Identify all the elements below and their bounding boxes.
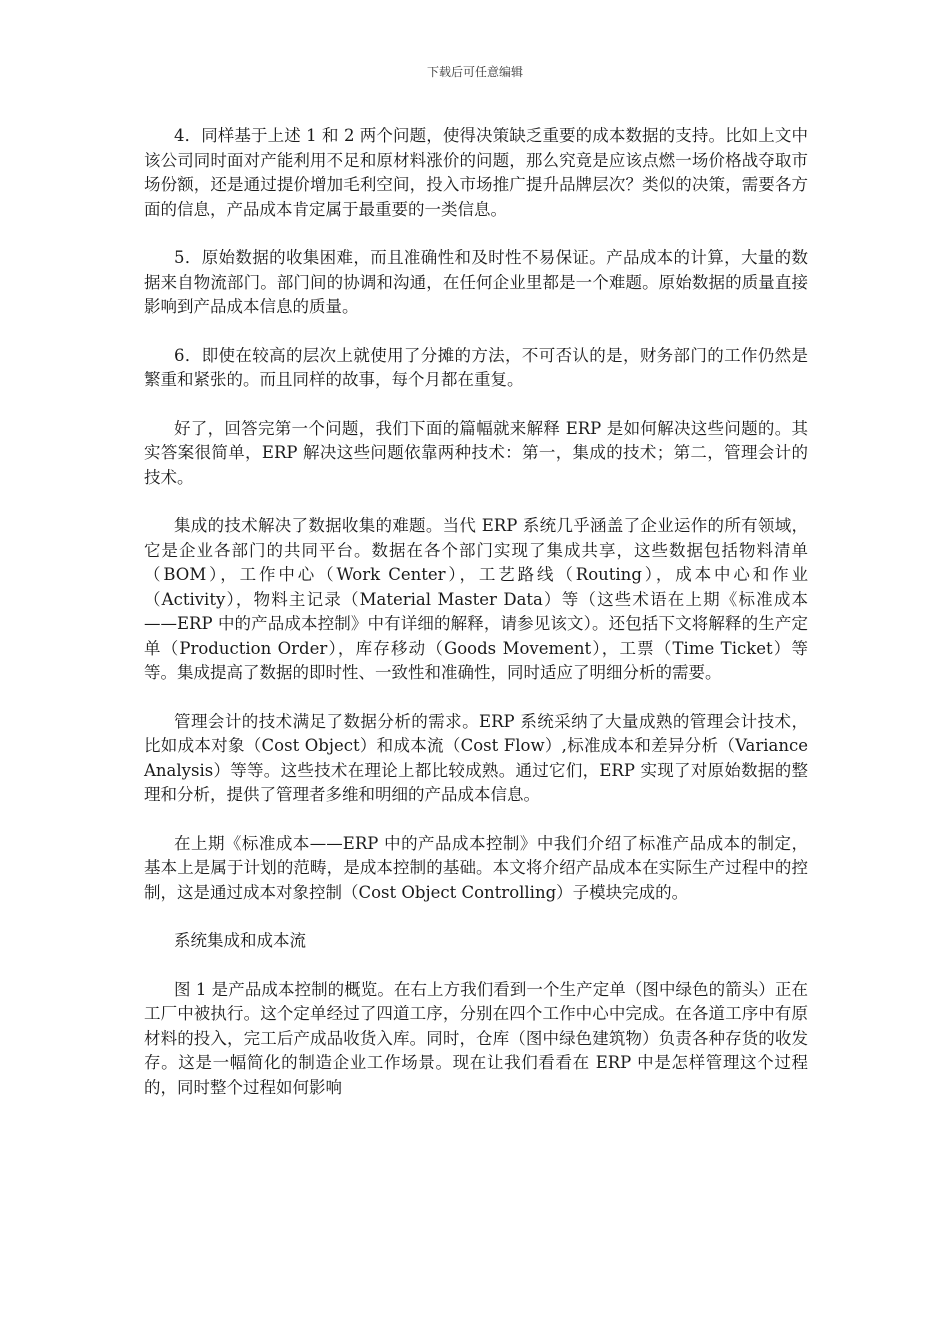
paragraph-figure-1-overview: 图 1 是产品成本控制的概览。在右上方我们看到一个生产定单（图中绿色的箭头）正在工厂中被执行。这个定单经过了四道工序，分别在四个工作中心中完成。在各道工序中有原材料的投入，完工后产成品收货入库。同时，仓库（图中绿色建筑物）负责各种存货的收发存。这是一幅简化的制造企业工作场景。现在让我们看看在 ERP 中是怎样管理这个过程的，同时整个过程如何影响 bbox=[144, 979, 808, 1097]
paragraph-point-5: 5．原始数据的收集困难，而且准确性和及时性不易保证。产品成本的计算，大量的数据来自物流部门。部门间的协调和沟通，在任何企业里都是一个难题。原始数据的质量直接影响到产品成本信息的质量。 bbox=[144, 248, 808, 316]
paragraph-point-4: 4．同样基于上述 1 和 2 两个问题，使得决策缺乏重要的成本数据的支持。比如上文中该公司同时面对产能利用不足和原材料涨价的问题，那么究竟是应该点燃一场价格战夺取市场份额，还是通过提价增加毛利空间，投入市场推广提升品牌层次？类似的决策，需要各方面的信息，产品成本肯定属于最重要的一类信息。 bbox=[144, 126, 808, 219]
page-header: 下载后可任意编辑 bbox=[426, 65, 523, 79]
paragraph-point-6: 6．即使在较高的层次上就使用了分摊的方法，不可否认的是，财务部门的工作仍然是繁重和紧张的。而且同样的故事，每个月都在重复。 bbox=[144, 345, 808, 389]
paragraph-erp-answer: 好了，回答完第一个问题，我们下面的篇幅就来解释 ERP 是如何解决这些问题的。其实答案很简单，ERP 解决这些问题依靠两种技术：第一，集成的技术；第二，管理会计的技术。 bbox=[144, 418, 808, 487]
section-heading: 系统集成和成本流 bbox=[174, 931, 306, 950]
paragraph-integration: 集成的技术解决了数据收集的难题。当代 ERP 系统几乎涵盖了企业运作的所有领域，它是企业各部门的共同平台。数据在各个部门实现了集成共享，这些数据包括物料清单（BOM），工作中心（Work Center），工艺路线（Routing），成本中心和作业（Activity），物料主记录（Material Master Data）等（这些术语在上期《标准成本——ERP 中的产品成本控制》中有详细的解释，请参见该文）。还包括下文将解释的生产定单（Production Order），库存移动（Goods Movement），工票（Time Ticket）等等。集成提高了数据的即时性、一致性和准确性，同时适应了明细分析的需要。 bbox=[144, 516, 808, 682]
document-body bbox=[144, 124, 808, 1124]
paragraph-management-accounting: 管理会计的技术满足了数据分析的需求。ERP 系统采纳了大量成熟的管理会计技术，比如成本对象（Cost Object）和成本流（Cost Flow）,标准成本和差异分析（Variance Analysis）等等。这些技术在理论上都比较成熟。通过它们，ERP 实现了对原始数据的整理和分析，提供了管理者多维和明细的产品成本信息。 bbox=[144, 711, 808, 804]
paragraph-standard-cost: 在上期《标准成本——ERP 中的产品成本控制》中我们介绍了标准产品成本的制定，基本上是属于计划的范畴，是成本控制的基础。本文将介绍产品成本在实际生产过程中的控制，这是通过成本对象控制（Cost Object Controlling）子模块完成的。 bbox=[144, 833, 808, 902]
